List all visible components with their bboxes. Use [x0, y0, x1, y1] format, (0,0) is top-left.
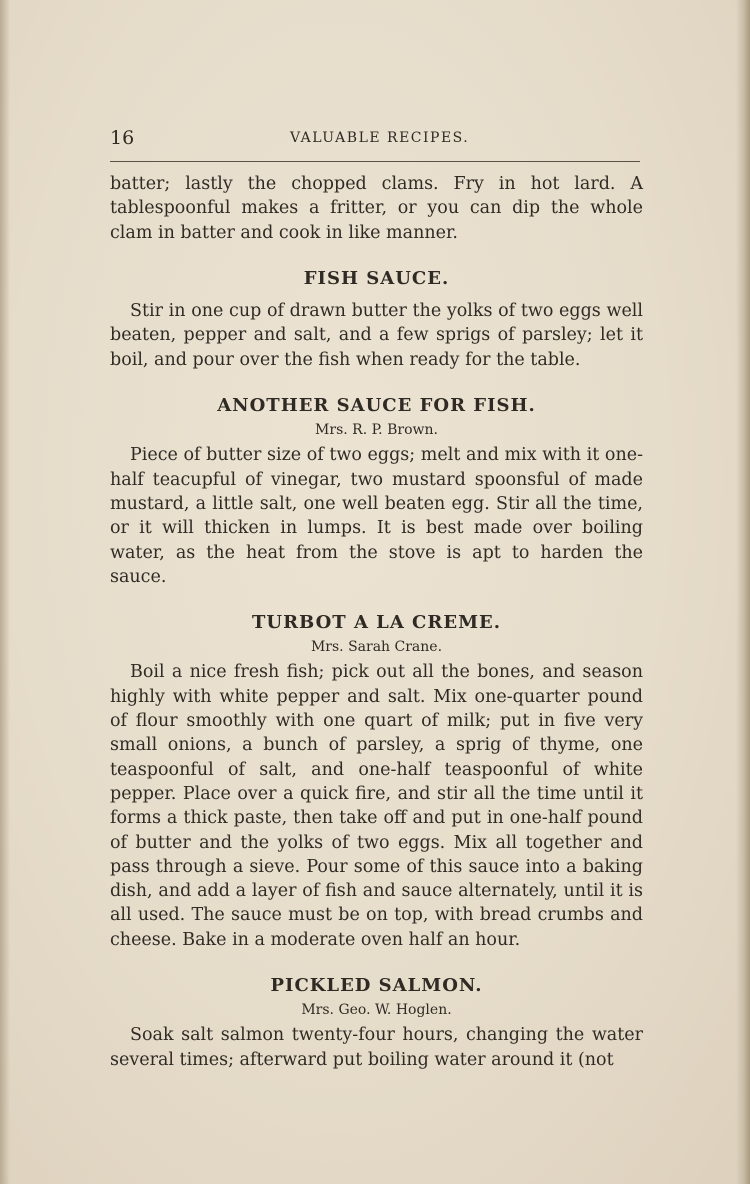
spine-shadow [0, 0, 10, 1184]
recipe-author-turbot: Mrs. Sarah Crane. [310, 639, 443, 656]
page-edge [736, 0, 750, 1184]
recipe-title-fish-sauce: FISH SAUCE. [303, 267, 450, 289]
recipe-title-pickled-salmon: PICKLED SALMON. [270, 975, 483, 997]
recipe-title-another-sauce: ANOTHER SAUCE FOR FISH. [217, 395, 536, 417]
recipe-title-turbot: TURBOT A LA CREME. [252, 612, 501, 634]
recipe-text-fish-sauce: Stir in one cup of drawn butter the yolks of two eggs well beaten, pepper and salt, and a few sprigs of parsley; let it boil, and pour over the fish when ready for the table. [110, 301, 643, 370]
recipe-author-another-sauce: Mrs. R. P. Brown. [315, 422, 438, 439]
recipe-text-pickled-salmon: Soak salt salmon twenty-four hours, changing the water several times; afterward put boiling water around it (not [110, 1025, 643, 1070]
continued-paragraph: batter; lastly the chopped clams. Fry in hot lard. A tablespoonful makes a fritter, or you can dip the whole clam in batter and cook in like manner. [110, 174, 643, 243]
page-number: 16 [110, 127, 135, 149]
recipe-text-another-sauce: Piece of butter size of two eggs; melt and mix with it one-half teacupful of vinegar, two mustard spoonsful of made mustard, a little salt, one well beaten egg. Stir all the time, or it will thicken in lumps. It is best made over boiling water, as the heat from the stove is apt to harden the sauce. [110, 445, 643, 587]
page-body [110, 172, 643, 1072]
page-header [110, 127, 643, 151]
header-rule [110, 161, 640, 162]
recipe-text-turbot: Boil a nice fresh fish; pick out all the bones, and season highly with white pepper and salt. Mix one-quarter pound of flour smoothly with one quart of milk; put in five very small onions, a bunch of parsley, a sprig of thyme, one teaspoonful of salt, and one-half teaspoonful of white pepper. Place over a quick fire, and stir all the time until it forms a thick paste, then take off and put in one-half pound of butter and the yolks of two eggs. Mix all together and pass through a sieve. Pour some of this sauce into a baking dish, and add a layer of fish and sauce alternately, until it is all used. The sauce must be on top, with bread crumbs and cheese. Bake in a moderate oven half an hour. [110, 662, 643, 950]
recipe-author-pickled-salmon: Mrs. Geo. W. Hoglen. [301, 1002, 452, 1019]
running-title: VALUABLE RECIPES. [290, 130, 470, 146]
